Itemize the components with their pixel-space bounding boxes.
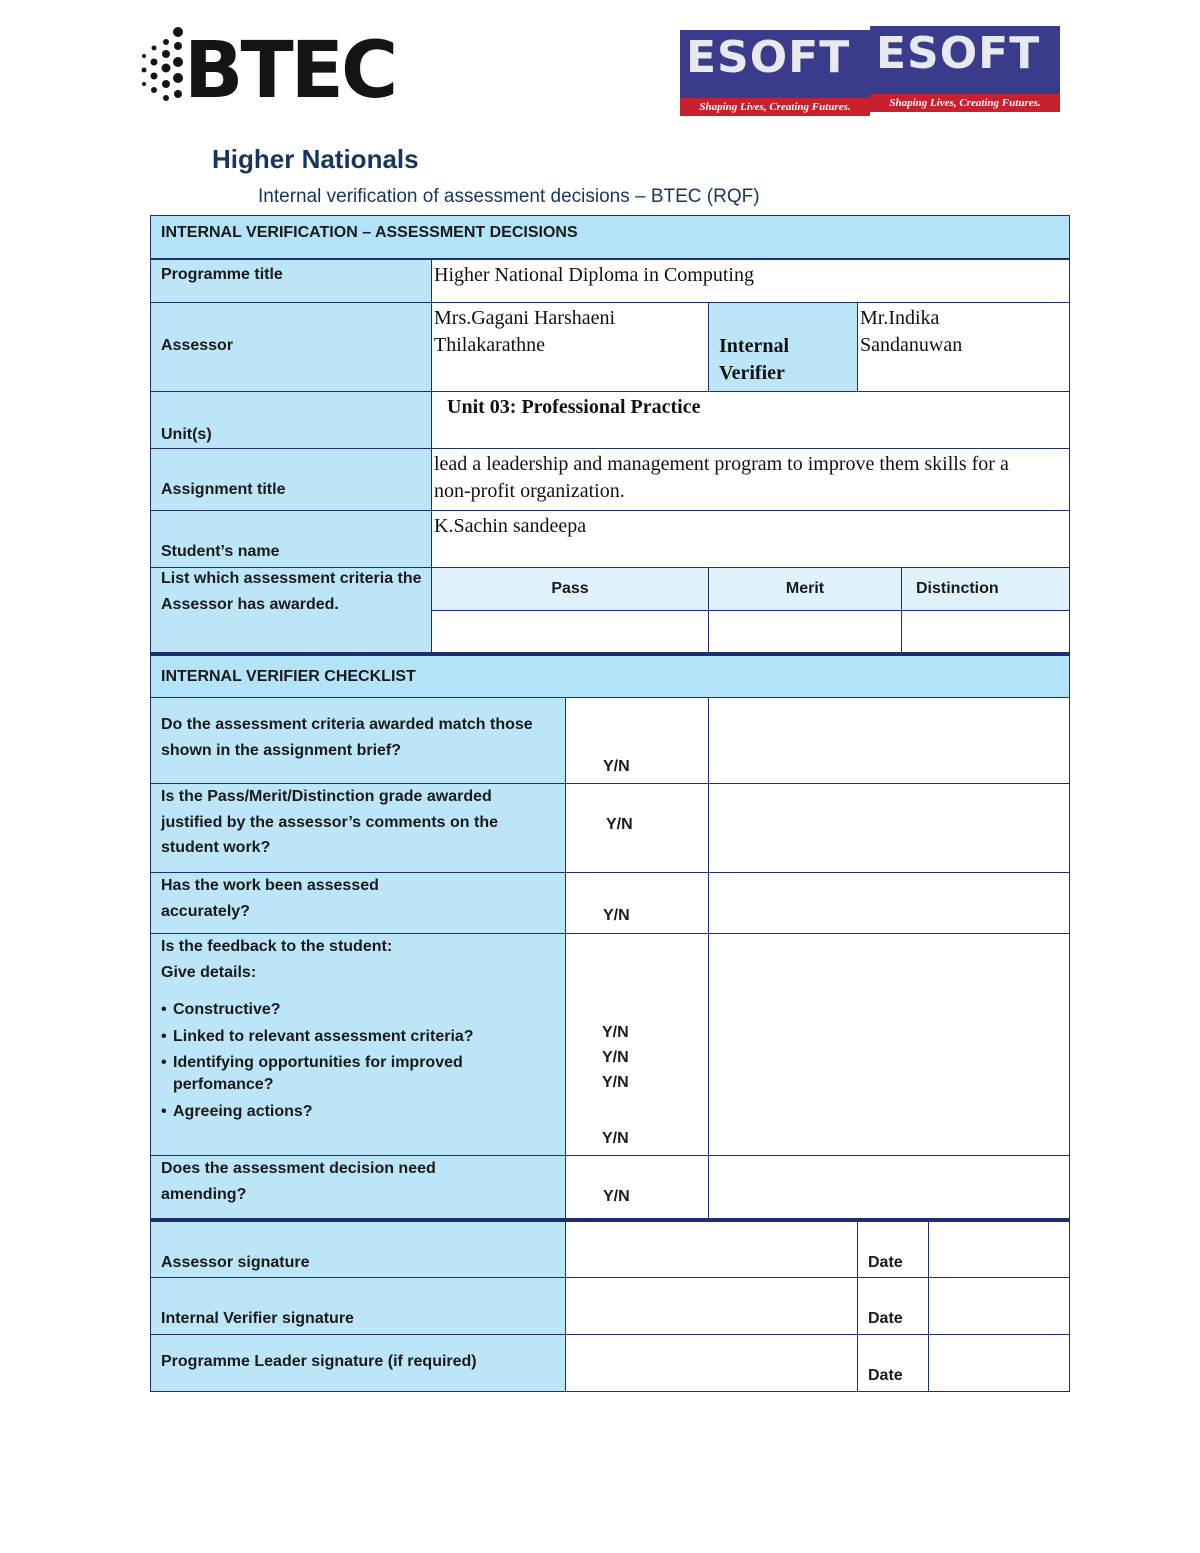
- q3-comment-cell[interactable]: [708, 872, 1070, 934]
- page-subtitle: Internal verification of assessment decisions – BTEC (RQF): [258, 186, 760, 207]
- student-label-cell: [150, 510, 432, 568]
- q4-yn-4: Y/N: [602, 1130, 629, 1147]
- q4-yn-2: Y/N: [602, 1049, 629, 1066]
- units-label: Unit(s): [161, 426, 212, 443]
- q4-cell: [150, 933, 566, 1156]
- checklist-title: INTERNAL VERIFIER CHECKLIST: [161, 668, 416, 685]
- q3-yn-cell[interactable]: [565, 872, 709, 934]
- q2-cell: [150, 783, 566, 873]
- assessor-signature-field[interactable]: [565, 1218, 858, 1278]
- btec-dots-icon: [138, 24, 190, 108]
- q1-comment-cell[interactable]: [708, 697, 1070, 784]
- q1-yn-cell[interactable]: [565, 697, 709, 784]
- leader-date-label: Date: [868, 1367, 903, 1384]
- esoft-logo-right: [870, 26, 1060, 112]
- assessor-value-cell[interactable]: [431, 302, 709, 392]
- q4-yn-cell[interactable]: [565, 933, 709, 1156]
- q5-cell: [150, 1155, 566, 1220]
- leader-signature-label-cell: [150, 1334, 566, 1392]
- leader-date-label-cell: [857, 1334, 929, 1392]
- programme-label-cell: [150, 259, 432, 303]
- btec-logo: [138, 24, 396, 116]
- q1-text: Do the assessment criteria awarded match those shown in the assignment brief?: [161, 716, 533, 759]
- q4-item: • Constructive?: [161, 998, 483, 1022]
- q3-yn: Y/N: [603, 907, 630, 924]
- verifier-signature-label-cell: [150, 1277, 566, 1335]
- assignment-value: lead a leadership and management program to improve them skills for a non-profit organization.: [434, 453, 1009, 502]
- merit-header-cell: [708, 567, 902, 611]
- esoft-tagline: Shaping Lives, Creating Futures.: [680, 98, 870, 116]
- units-value: Unit 03: Professional Practice: [447, 396, 701, 418]
- assignment-value-cell[interactable]: [431, 448, 1070, 511]
- assessor-date-label-cell: [857, 1218, 929, 1278]
- btec-wordmark: BTEC: [184, 26, 396, 116]
- leader-signature-field[interactable]: [565, 1334, 858, 1392]
- merit-criteria-input[interactable]: [708, 610, 902, 654]
- esoft-logo: [680, 26, 1060, 114]
- programme-value: Higher National Diploma in Computing: [434, 264, 754, 286]
- q4-yn-3: Y/N: [602, 1074, 629, 1091]
- distinction-header-cell: [901, 567, 1070, 611]
- q4-comment-cell[interactable]: [708, 933, 1070, 1156]
- assessor-label: Assessor: [161, 337, 234, 354]
- merit-header: Merit: [785, 580, 825, 597]
- programme-value-cell[interactable]: [431, 259, 1070, 303]
- pass-criteria-input[interactable]: [431, 610, 709, 654]
- distinction-header: Distinction: [916, 580, 999, 597]
- q1-cell: [150, 697, 566, 784]
- internal-verifier-label: Internal Verifier: [719, 335, 789, 384]
- pass-header: Pass: [551, 580, 589, 597]
- q5-yn-cell[interactable]: [565, 1155, 709, 1220]
- leader-date-field[interactable]: [928, 1334, 1070, 1392]
- esoft-logo-left: [680, 30, 870, 116]
- verifier-signature-field[interactable]: [565, 1277, 858, 1335]
- internal-verifier-label-cell: [708, 302, 858, 392]
- internal-verifier-value: Mr.Indika Sandanuwan: [860, 307, 963, 356]
- page-title: Higher Nationals: [212, 144, 419, 174]
- esoft-word: ESOFT: [876, 28, 1041, 79]
- programme-label: Programme title: [161, 266, 283, 283]
- q5-yn: Y/N: [603, 1188, 630, 1205]
- pass-header-cell: [431, 567, 709, 611]
- esoft-word: ESOFT: [686, 32, 851, 83]
- q2-comment-cell[interactable]: [708, 783, 1070, 873]
- assignment-label-cell: [150, 448, 432, 511]
- q4-item: • Linked to relevant assessment criteria?: [161, 1025, 483, 1049]
- verifier-signature-label: Internal Verifier signature: [161, 1310, 354, 1327]
- assessor-value: Mrs.Gagani Harshaeni Thilakarathne: [434, 307, 616, 356]
- units-value-cell[interactable]: [431, 391, 1070, 449]
- verifier-date-field[interactable]: [928, 1277, 1070, 1335]
- leader-signature-label: Programme Leader signature (if required): [161, 1353, 477, 1370]
- esoft-tagline: Shaping Lives, Creating Futures.: [870, 94, 1060, 112]
- q5-comment-cell[interactable]: [708, 1155, 1070, 1220]
- q5-text: Does the assessment decision need amending?: [161, 1160, 436, 1203]
- assessor-date-label: Date: [868, 1254, 903, 1271]
- internal-verifier-value-cell[interactable]: [857, 302, 1070, 392]
- q2-yn-cell[interactable]: [565, 783, 709, 873]
- q1-yn: Y/N: [603, 758, 630, 775]
- student-value-cell[interactable]: [431, 510, 1070, 568]
- assignment-label: Assignment title: [161, 481, 286, 498]
- assessor-date-field[interactable]: [928, 1218, 1070, 1278]
- q4-item: • Identifying opportunities for improved perfomance?: [161, 1052, 483, 1097]
- q3-text: Has the work been assessed accurately?: [161, 877, 379, 920]
- q4-yn-1: Y/N: [602, 1024, 629, 1041]
- verifier-date-label: Date: [868, 1310, 903, 1327]
- q4-item: • Agreeing actions?: [161, 1100, 483, 1124]
- verifier-date-label-cell: [857, 1277, 929, 1335]
- assessor-signature-label: Assessor signature: [161, 1254, 310, 1271]
- q4-subtitle: Give details:: [161, 964, 257, 981]
- checklist-header: [150, 652, 1070, 698]
- q4-title: Is the feedback to the student:: [161, 938, 393, 955]
- section-title: INTERNAL VERIFICATION – ASSESSMENT DECISIONS: [161, 224, 578, 241]
- student-value: K.Sachin sandeepa: [434, 515, 587, 537]
- q2-text: Is the Pass/Merit/Distinction grade awarded justified by the assessor’s comments on the student work?: [161, 788, 498, 857]
- q4-list: [161, 998, 483, 1128]
- criteria-label: List which assessment criteria the Assessor has awarded.: [161, 570, 422, 613]
- units-label-cell: [150, 391, 432, 449]
- assessor-signature-label-cell: [150, 1218, 566, 1278]
- student-label: Student’s name: [161, 543, 280, 560]
- distinction-criteria-input[interactable]: [901, 610, 1070, 654]
- q2-yn: Y/N: [606, 816, 633, 833]
- q3-cell: [150, 872, 566, 934]
- criteria-label-cell: [150, 567, 432, 654]
- assessor-label-cell: [150, 302, 432, 392]
- section-header-verification: [150, 215, 1070, 259]
